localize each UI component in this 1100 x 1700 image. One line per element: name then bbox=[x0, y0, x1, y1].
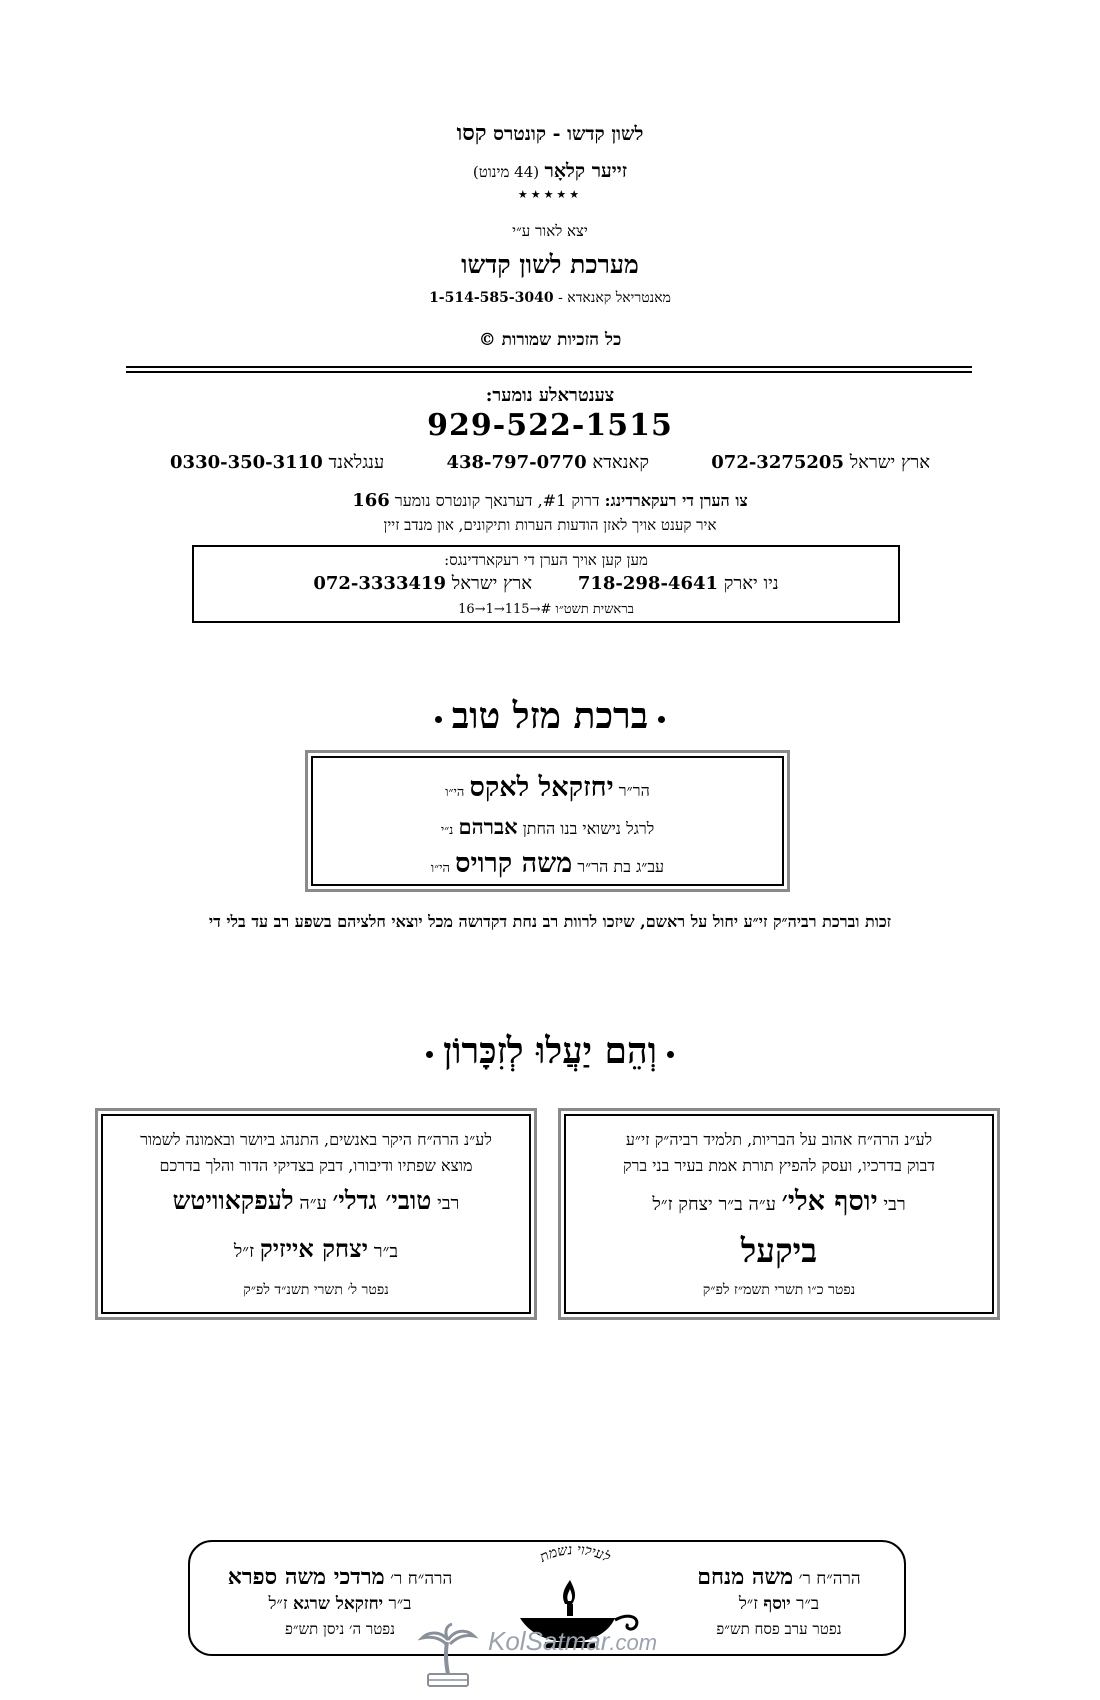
copyright-notice: כל הזכיות שמורות © bbox=[478, 330, 622, 350]
footer-left-line-1: הרה״ח ר׳ מרדכי משה ספרא bbox=[227, 1564, 453, 1590]
divider-top bbox=[126, 366, 972, 368]
ny-phone[interactable]: ניו יארק 718-298-4641 bbox=[577, 573, 779, 594]
kuntres-title: לשון קדשו - קונטרס קסו bbox=[456, 120, 644, 146]
footer-left-line-2: ב״ר יחזקאל שרגא ז״ל bbox=[268, 1594, 412, 1614]
footer-right-line-1: הרה״ח ר׳ משה מנחם bbox=[697, 1564, 861, 1590]
recordings-box bbox=[192, 545, 900, 623]
mazel-line-1: הר״ר יחזקאל לאקס הי״ו bbox=[445, 772, 650, 803]
palm-tree-logo bbox=[418, 1622, 478, 1690]
kuntres-subtitle: זייער קלאָר (44 מינוט) bbox=[472, 160, 628, 182]
footer-left-date: נפטר ה׳ ניסן תש״פ bbox=[284, 1620, 396, 1638]
memorial-heading: וְהֵם יַעֲלוּ לְזִכָּרוֹן bbox=[0, 1030, 1100, 1072]
mazel-line-3: עב״ג בת הר״ר משה קרויס הי״ו bbox=[430, 848, 665, 879]
mazel-blessing: זכות וברכת רביה״ק זי״ע יחול על ראשם, שיזכו לרוות רב נחת דקדושה מכל יוצאי חלציהם בשפע רב עד בלי די bbox=[208, 912, 892, 931]
recordings-box-path: בראשית תשט״ו #→115→1→16 bbox=[458, 602, 634, 617]
central-label: צענטראלע נומער: bbox=[485, 385, 615, 406]
diamond-ornament bbox=[425, 1049, 435, 1059]
recordings-box-phones bbox=[194, 573, 898, 594]
memorial-box-right bbox=[558, 1108, 1000, 1320]
memorial-right-line-1: לע״נ הרה״ח אהוב על הבריות, תלמיד רביה״ק זי״ע bbox=[625, 1130, 933, 1149]
diamond-ornament bbox=[433, 714, 443, 724]
central-number[interactable]: 929-522-1515 bbox=[427, 408, 673, 443]
diamond-ornament bbox=[657, 714, 667, 724]
palm-tree-icon bbox=[418, 1622, 478, 1690]
canada-phone[interactable]: קאנאדא 438-797-0770 bbox=[446, 452, 649, 473]
england-phone[interactable]: ענגלאנד 0330-350-3110 bbox=[170, 452, 385, 473]
mazel-tov-heading: ברכת מזל טוב bbox=[0, 695, 1100, 737]
comments-note: איר קענט אויך לאזן הודעות הערות ותיקונים, און מנדב זיין bbox=[383, 516, 717, 534]
mazel-line-2: לרגל נישואי בנו החתן אברהם נ״י bbox=[440, 814, 655, 839]
footer-right-date: נפטר ערב פסח תש״פ bbox=[716, 1620, 842, 1638]
footer-right-column bbox=[654, 1564, 904, 1639]
diamond-ornament bbox=[665, 1049, 675, 1059]
divider-bottom bbox=[126, 371, 972, 373]
publisher-intro: יצא לאור ע״י bbox=[512, 222, 588, 240]
publisher-name: מערכת לשון קדשו bbox=[461, 250, 639, 279]
memorial-right-line-3: רבי יוסף אלי׳ ע״ה ב״ר יצחק ז״ל bbox=[652, 1186, 906, 1217]
regional-numbers bbox=[170, 452, 930, 473]
memorial-left-line-3: רבי טובי׳ גדלי׳ ע״ה לעפקאוויטש bbox=[172, 1186, 460, 1215]
footer-right-line-2: ב״ר יוסף ז״ל bbox=[738, 1594, 820, 1614]
publisher-address: מאנטריאל קאנאדא - 1-514-585-3040 bbox=[429, 290, 671, 306]
recordings-box-title: מען קען אויך הערן די רעקארדינגס: bbox=[444, 551, 648, 569]
memorial-right-surname: ביקעל bbox=[740, 1231, 818, 1270]
il-phone[interactable]: ארץ ישראל 072-3333419 bbox=[313, 573, 533, 594]
memorial-right-line-2: דבוק בדרכיו, ועסק להפיץ תורת אמת בעיר בני ברק bbox=[623, 1156, 935, 1175]
memorial-box-left bbox=[95, 1108, 537, 1320]
svg-text:לעילוי נשמת: לעילוי נשמת bbox=[537, 1546, 613, 1566]
memorial-left-line-1: לע״נ הרה״ח היקר באנשים, התנהג ביושר ובאמונה לשמור bbox=[140, 1130, 492, 1149]
memorial-left-line-4: ב״ר יצחק אייזיק ז״ל bbox=[233, 1234, 399, 1263]
mazel-tov-box bbox=[305, 750, 790, 892]
kolsatmar-watermark: KolSatmar.com bbox=[488, 1626, 658, 1656]
recording-instructions: צו הערן די רעקארדינג: דרוק #1, דערנאך קונטרס נומער 166 bbox=[352, 490, 748, 511]
israel-phone[interactable]: ארץ ישראל 072-3275205 bbox=[711, 452, 930, 473]
memorial-left-date: נפטר ל׳ תשרי תשנ״ד לפ״ק bbox=[243, 1282, 389, 1298]
memorial-right-date: נפטר כ״ו תשרי תשמ״ז לפ״ק bbox=[702, 1282, 856, 1298]
memorial-left-line-2: מוצא שפתיו ודיבורו, דבק בצדיקי הדור והלך בדרכם bbox=[159, 1156, 473, 1175]
stars-ornament: ★★★★★ bbox=[517, 188, 583, 201]
